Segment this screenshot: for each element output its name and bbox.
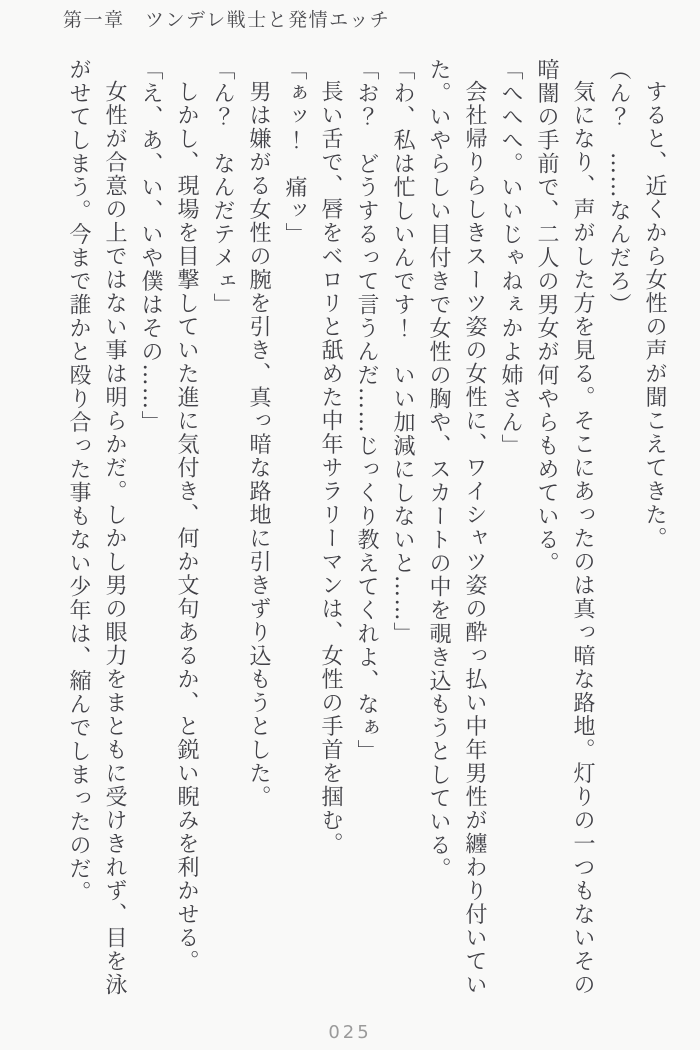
text-column: しかし、現場を目撃していた進に気付き、何か文句あるか、と鋭い睨みを利かせる。: [174, 80, 199, 973]
text-column: 「ん？ なんだテメェ」: [210, 58, 235, 317]
text-column: た。いやらしい目付きで女性の胸や、スカートの中を覗き込もうとしている。: [426, 58, 451, 881]
text-column: 「お？ どうするって言うんだ……じっくり教えてくれよ、なぁ」: [354, 58, 379, 763]
text-column: がせてしまう。今まで誰かと殴り合った事もない少年は、縮んでしまったのだ。: [66, 58, 91, 904]
text-column: すると、近くから女性の声が聞こえてきた。: [642, 80, 667, 550]
page-number: 025: [328, 1022, 372, 1043]
chapter-header: 第一章 ツンデレ戦士と発情エッチ: [63, 9, 391, 31]
text-body: [58, 58, 672, 1023]
text-column: 気になり、声がした方を見る。そこにあったのは真っ暗な路地。灯りの一つもないその: [570, 80, 595, 997]
text-column: 会社帰りらしきスーツ姿の女性に、ワイシャツ姿の酔っ払い中年男性が纏わり付いてい: [462, 80, 487, 997]
text-column: 「ぁッ！ 痛ッ」: [282, 58, 307, 246]
text-column: 女性が合意の上ではない事は明らかだ。しかし男の眼力をまともに受けきれず、目を泳: [102, 80, 127, 997]
text-column: 「え、あ、い、いや僕はその……」: [138, 58, 163, 434]
text-column: 長い舌で、唇をベロリと舐めた中年サラリーマンは、女性の手首を掴む。: [318, 80, 343, 856]
text-column: 「へへへ。いいじゃねぇかよ姉さん」: [498, 58, 523, 458]
text-column: 「わ、私は忙しいんです！ いい加減にしないと……」: [390, 58, 415, 646]
text-column: （ん？ ……なんだろ）: [606, 58, 631, 317]
text-column: 暗闇の手前で、二人の男女が何やらもめている。: [534, 58, 559, 575]
text-column: 男は嫌がる女性の腕を引き、真っ暗な路地に引きずり込もうとした。: [246, 80, 271, 809]
